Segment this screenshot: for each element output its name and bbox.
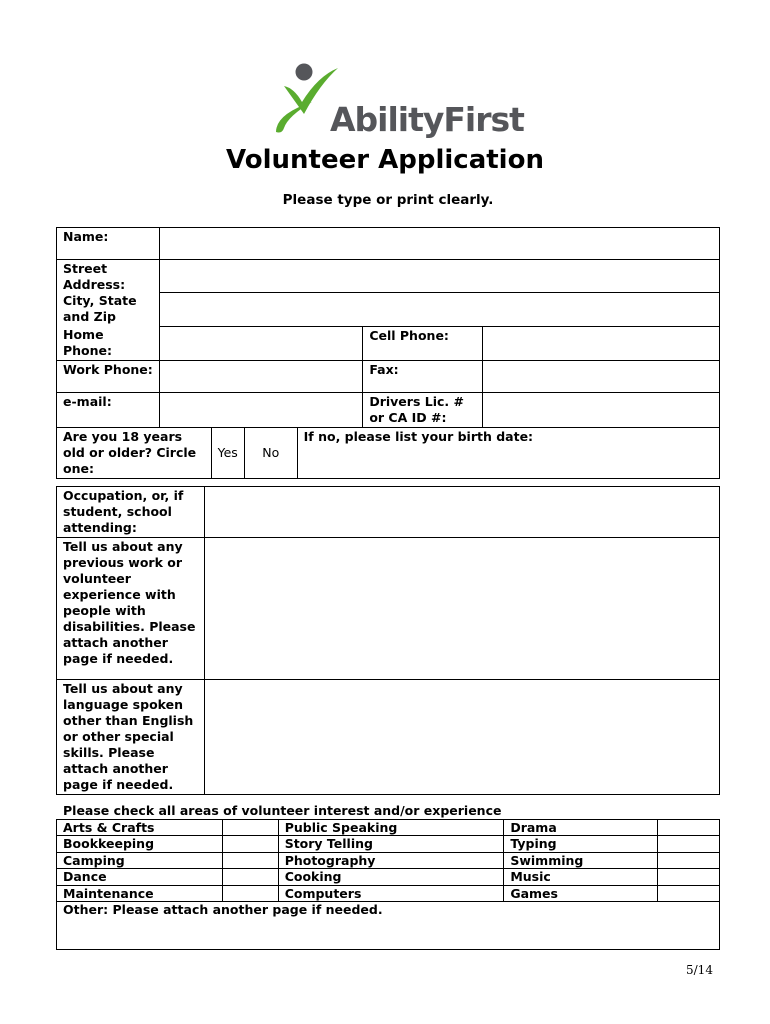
language-skills-label: Tell us about any language spoken other than English or other special skills. Please attach another page if needed. [57, 680, 205, 795]
interest-label: Dance [57, 869, 223, 885]
page-number: 5/14 [686, 963, 713, 977]
interest-label: Computers [278, 885, 504, 901]
interest-label: Typing [504, 836, 658, 852]
name-field[interactable] [159, 228, 719, 260]
interest-checkbox[interactable] [222, 885, 278, 901]
cell-phone-label: Cell Phone: [363, 326, 483, 361]
interest-label: Cooking [278, 869, 504, 885]
name-label: Name: [57, 228, 160, 260]
logo-text: AbilityFirst [330, 100, 524, 139]
work-phone-label: Work Phone: [57, 361, 160, 393]
interest-checkbox[interactable] [222, 836, 278, 852]
interest-row [57, 852, 720, 868]
background-table [56, 486, 720, 795]
fax-label: Fax: [363, 361, 483, 393]
language-skills-field[interactable] [204, 680, 719, 795]
interest-label: Arts & Crafts [57, 820, 223, 836]
interest-checkbox[interactable] [658, 820, 720, 836]
birth-date-label[interactable]: If no, please list your birth date: [297, 428, 719, 479]
interests-table [56, 819, 720, 950]
cell-phone-field[interactable] [483, 326, 720, 361]
interest-label: Public Speaking [278, 820, 504, 836]
home-phone-label: Home Phone: [57, 326, 160, 361]
interest-label: Story Telling [278, 836, 504, 852]
occupation-label: Occupation, or, if student, school attending: [57, 487, 205, 538]
interest-row [57, 836, 720, 852]
interest-label: Maintenance [57, 885, 223, 901]
interest-label: Drama [504, 820, 658, 836]
street-address-field[interactable] [159, 260, 719, 293]
street-address-label: Street Address: City, State and Zip [57, 260, 160, 327]
interest-row [57, 869, 720, 885]
fax-field[interactable] [483, 361, 720, 393]
interest-label: Bookkeeping [57, 836, 223, 852]
interest-label: Photography [278, 852, 504, 868]
personal-info-table [56, 227, 720, 479]
age-question-label: Are you 18 years old or older? Circle one: [57, 428, 212, 479]
drivers-license-field[interactable] [483, 393, 720, 428]
interest-label: Camping [57, 852, 223, 868]
street-address-field-2[interactable] [159, 293, 719, 326]
drivers-license-label: Drivers Lic. # or CA ID #: [363, 393, 483, 428]
interest-checkbox[interactable] [222, 820, 278, 836]
experience-label: Tell us about any previous work or volunteer experience with people with disabilities. Please attach another page if needed. [57, 538, 205, 680]
page-subtitle: Please type or print clearly. [282, 192, 494, 208]
email-field[interactable] [159, 393, 362, 428]
page-title: Volunteer Application [226, 145, 544, 175]
email-label: e-mail: [57, 393, 160, 428]
interest-checkbox[interactable] [658, 885, 720, 901]
interest-label: Swimming [504, 852, 658, 868]
interest-checkbox[interactable] [658, 836, 720, 852]
other-interests-field[interactable]: Other: Please attach another page if needed. [57, 902, 720, 950]
occupation-field[interactable] [204, 487, 719, 538]
work-phone-field[interactable] [159, 361, 362, 393]
interest-label: Games [504, 885, 658, 901]
interest-row [57, 885, 720, 901]
home-phone-field[interactable] [159, 326, 362, 361]
logo-head [296, 64, 313, 81]
interest-row [57, 820, 720, 836]
experience-field[interactable] [204, 538, 719, 680]
interest-checkbox[interactable] [658, 869, 720, 885]
interest-label: Music [504, 869, 658, 885]
interests-heading: Please check all areas of volunteer interest and/or experience [63, 803, 502, 818]
interest-checkbox[interactable] [222, 869, 278, 885]
interest-checkbox[interactable] [658, 852, 720, 868]
age-no-option[interactable]: No [244, 428, 297, 479]
interest-checkbox[interactable] [222, 852, 278, 868]
age-yes-option[interactable]: Yes [211, 428, 244, 479]
